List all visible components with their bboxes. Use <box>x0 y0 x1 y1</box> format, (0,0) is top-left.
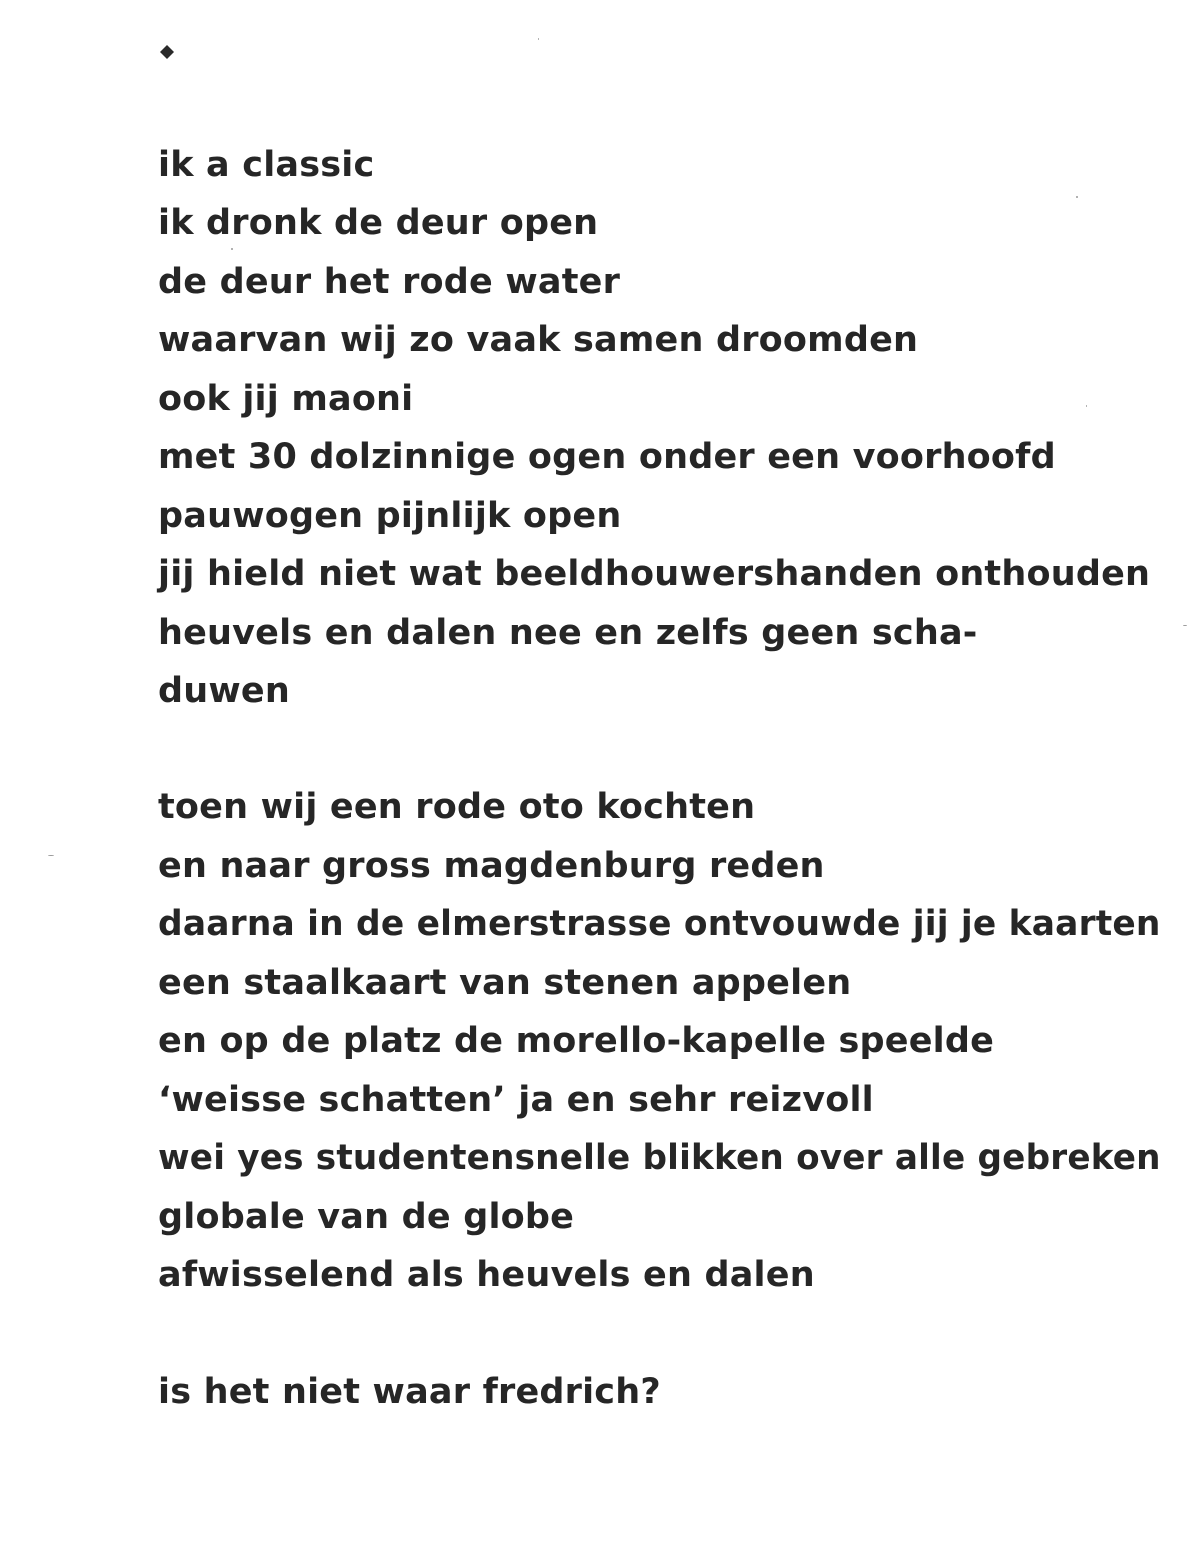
poem-line: heuvels en dalen nee en zelfs geen scha- <box>158 613 978 653</box>
poem-line: toen wij een rode oto kochten <box>158 787 756 827</box>
poem-line: de deur het rode water <box>158 262 621 302</box>
poem-line: jij hield niet wat beeldhouwershanden onthouden <box>158 554 1151 594</box>
poem-line: ‘weisse schatten’ ja en sehr reizvoll <box>158 1080 874 1120</box>
poem-line: met 30 dolzinnige ogen onder een voorhoofd <box>158 437 1056 477</box>
poem-line: afwisselend als heuvels en dalen <box>158 1255 815 1295</box>
poem-line: waarvan wij zo vaak samen droomden <box>158 320 919 360</box>
poem-line: wei yes studentensnelle blikken over alle gebreken <box>158 1138 1161 1178</box>
poem-line: ik dronk de deur open <box>158 203 599 243</box>
scan-speck <box>231 248 233 250</box>
poem-line: pauwogen pijnlijk open <box>158 496 622 536</box>
scan-speck <box>1086 405 1087 407</box>
poem-line: en naar gross magdenburg reden <box>158 846 825 886</box>
poem-line: daarna in de elmerstrasse ontvouwde jij je kaarten <box>158 904 1161 944</box>
poem-line: ook jij maoni <box>158 379 414 419</box>
scan-speck <box>1183 625 1187 626</box>
scan-speck <box>538 38 539 40</box>
poem-line: een staalkaart van stenen appelen <box>158 963 852 1003</box>
scan-speck <box>1076 196 1078 198</box>
poem-line: en op de platz de morello-kapelle speelde <box>158 1021 995 1061</box>
poem-line: duwen <box>158 671 290 711</box>
scan-speck <box>48 855 54 856</box>
diamond-bullet-icon <box>160 45 174 59</box>
poem-line: ik a classic <box>158 145 375 185</box>
poem-line: globale van de globe <box>158 1197 575 1237</box>
poem-line: is het niet waar fredrich? <box>158 1372 661 1412</box>
